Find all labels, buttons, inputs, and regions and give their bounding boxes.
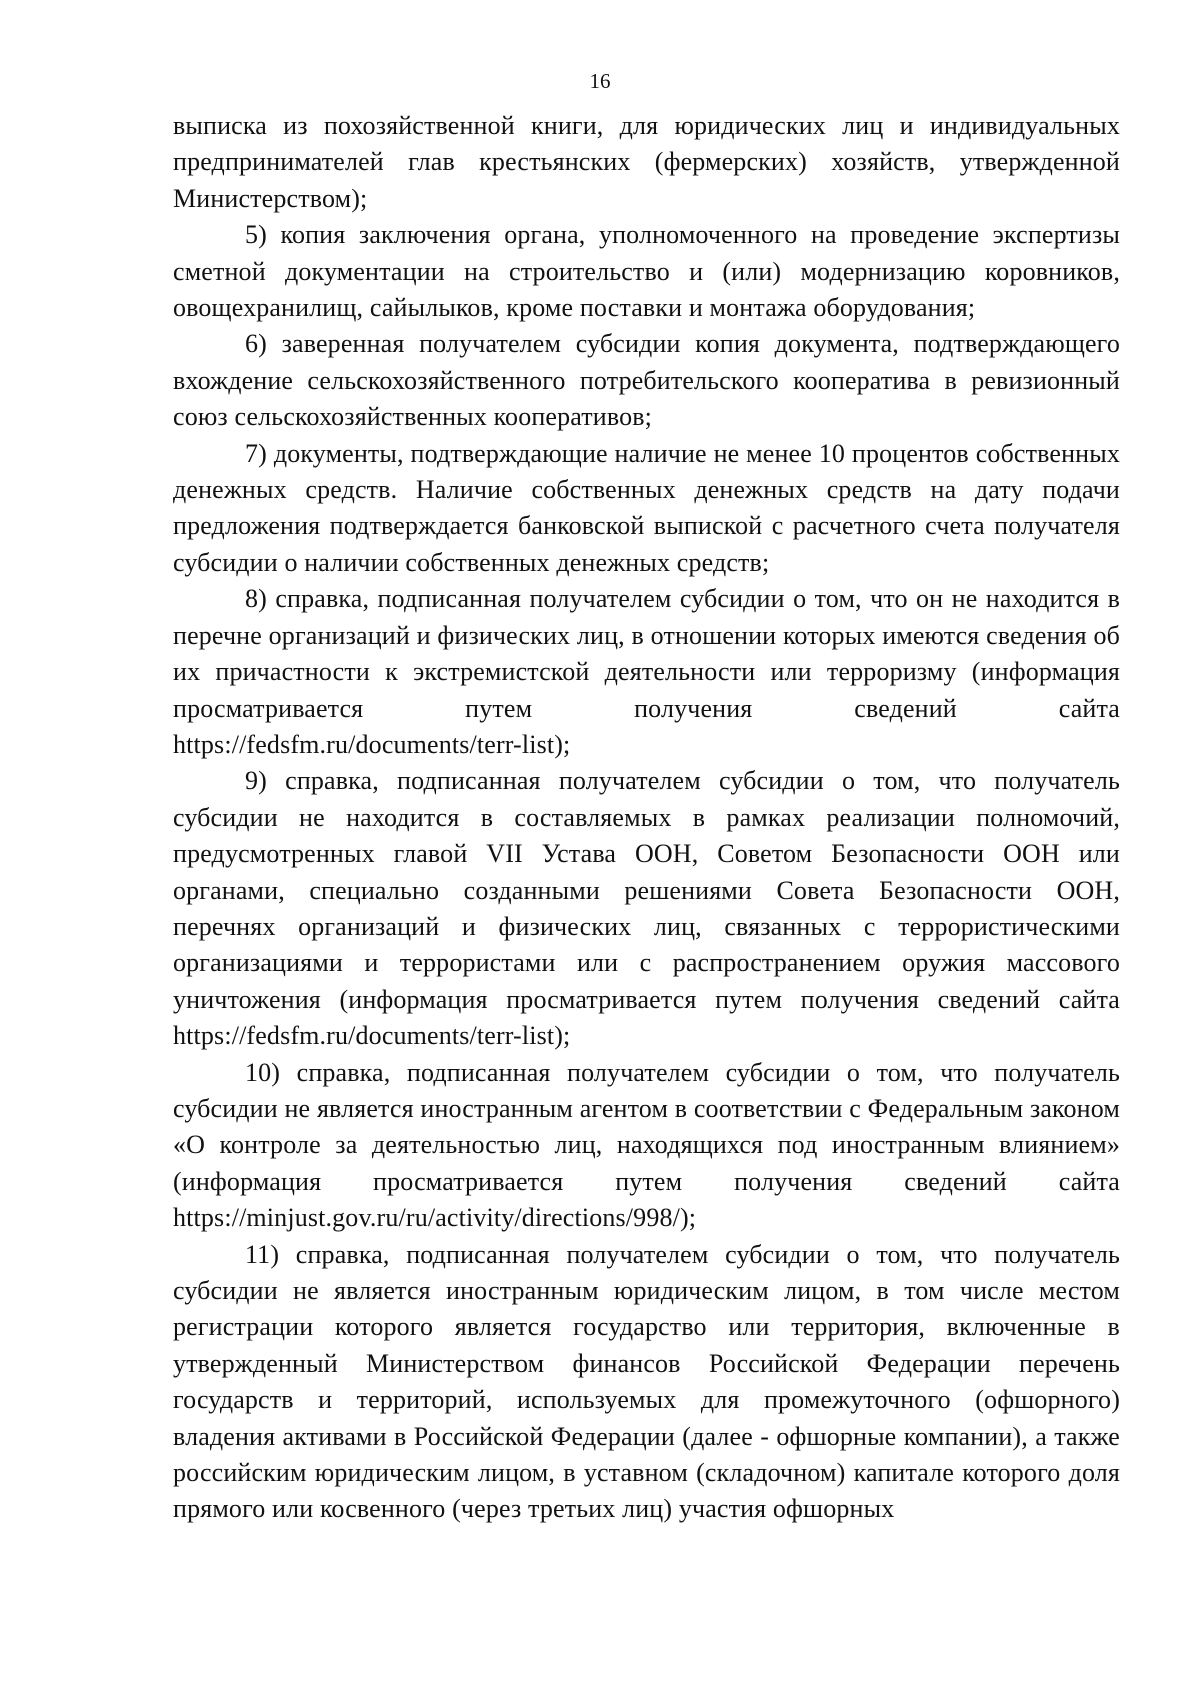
paragraph-item-9-text: 9) справка, подписанная получателем субсидии о том, что получатель субсидии не находится в составляемых в рамках реализации полномочий, предусмотренных главой VII Устава ООН, Советом Безопасности ООН или органами, специально созданными решениями Совета Безопасности ООН, перечнях организаций и физических лиц, связанных с террористическими организациями и террористами или с распространением оружия массового уничтожения (информация просматривается путем получения сведений сайта bbox=[173, 766, 1120, 1014]
document-body bbox=[173, 108, 1120, 1528]
page-number: 16 bbox=[589, 69, 611, 93]
paragraph-item-11: 11) справка, подписанная получателем субсидии о том, что получатель субсидии не является иностранным юридическим лицом, в том числе местом регистрации которого является государство или территория, включенные в утвержденный Министерством финансов Российской Федерации перечень государств и территорий, используемых для промежуточного (офшорного) владения активами в Российской Федерации (далее - офшорные компании), а также российским юридическим лицом, в уставном (складочном) капитале которого доля прямого или косвенного (через третьих лиц) участия офшорных bbox=[173, 1239, 1120, 1524]
paragraph-item-6: 6) заверенная получателем субсидии копия документа, подтверждающего вхождение сельскохозяйственного потребительского кооператива в ревизионный союз сельскохозяйственных кооперативов; bbox=[173, 329, 1120, 432]
paragraph-item-10-text: 10) справка, подписанная получателем субсидии о том, что получатель субсидии не является иностранным агентом в соответствии с Федеральным законом «О контроле за деятельностью лиц, находящихся под иностранным влиянием» (информация просматривается путем получения сведений сайта bbox=[173, 1057, 1120, 1196]
paragraph-intro-continuation: выписка из похозяйственной книги, для юридических лиц и индивидуальных предпринимателей глав крестьянских (фермерских) хозяйств, утвержденной Министерством); bbox=[173, 111, 1120, 213]
paragraph-item-5: 5) копия заключения органа, уполномоченного на проведение экспертизы сметной документации на строительство и (или) модернизацию коровников, овощехранилищ, сайылыков, кроме поставки и монтажа оборудования; bbox=[173, 220, 1120, 323]
url-fedsfm-terr-list: https://fedsfm.ru/documents/terr-list); bbox=[173, 729, 571, 759]
paragraph-item-7: 7) документы, подтверждающие наличие не менее 10 процентов собственных денежных средств. Наличие собственных денежных средств на дату подачи предложения подтверждается банковской выпиской с расчетного счета получателя субсидии о наличии собственных денежных средств; bbox=[173, 438, 1120, 577]
paragraph-item-10 bbox=[173, 1055, 1120, 1237]
paragraph-item-8 bbox=[173, 581, 1120, 763]
url-minjust-directions: https://minjust.gov.ru/ru/activity/directions/998/); bbox=[173, 1203, 697, 1233]
url-fedsfm-terr-list: https://fedsfm.ru/documents/terr-list); bbox=[173, 1021, 571, 1051]
paragraph-item-9 bbox=[173, 763, 1120, 1054]
paragraph-item-8-text: 8) справка, подписанная получателем субсидии о том, что он не находится в перечне организаций и физических лиц, в отношении которых имеются сведения об их причастности к экстремистской деятельности или терроризму (информация просматривается путем получения сведений сайта bbox=[173, 584, 1120, 723]
